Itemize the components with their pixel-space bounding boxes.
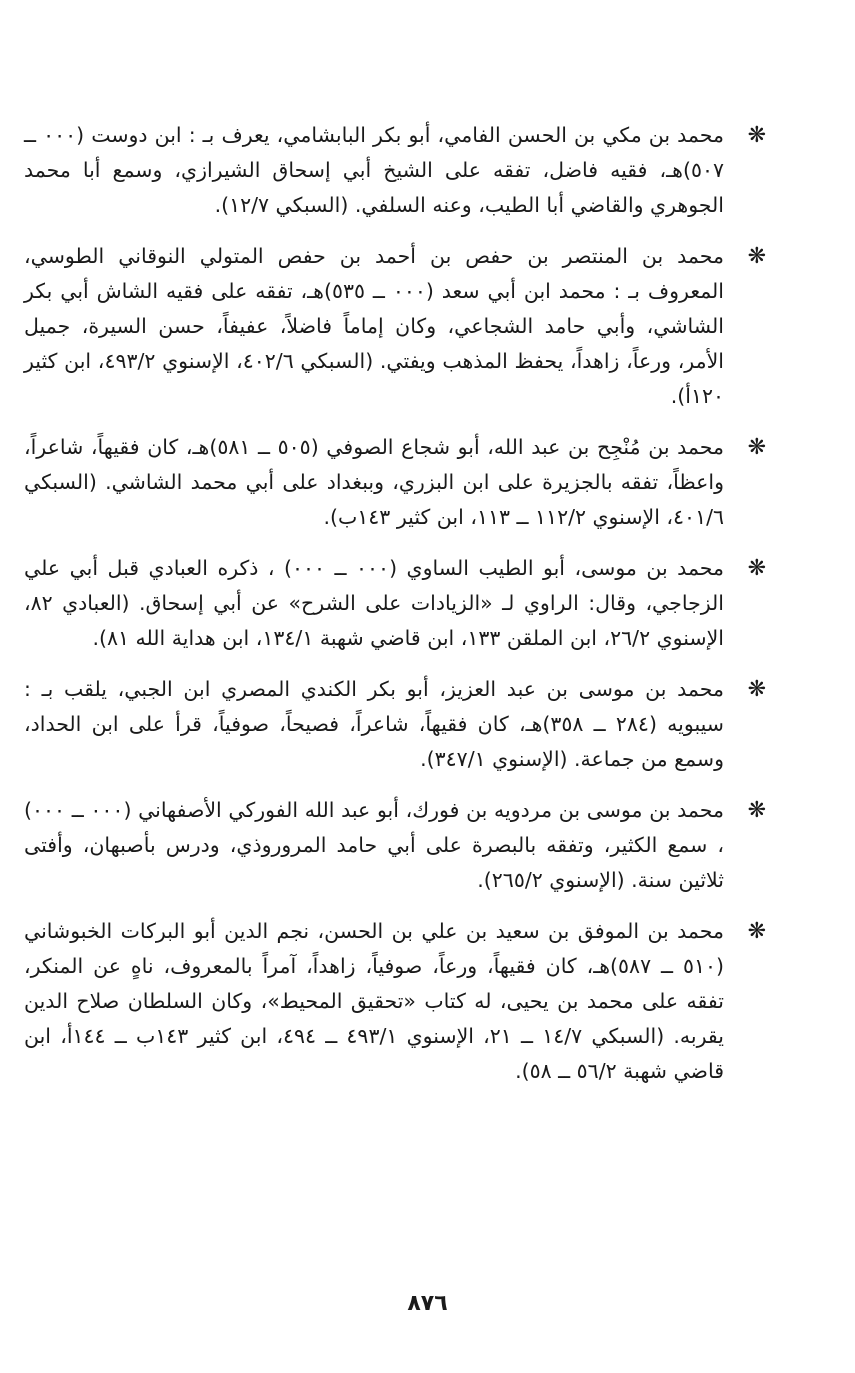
biography-entry-7 <box>24 914 766 1089</box>
entry-text: محمد بن الموفق بن سعيد بن علي بن الحسن، نجم الدين أبو البركات الخبوشاني (٥١٠ ــ ٥٨٧)هـ، كان فقيهاً، ورعاً، صوفياً، زاهداً، آمراً بالمعروف، ناهٍ عن المنكر، تفقه على محمد بن يحيى، له كتاب «تحقيق المحيط»، وكان السلطان صلاح الدين يقربه. (السبكي ١٤/٧ ــ ٢١، الإسنوي ٤٩٣/١ ــ ٤٩٤، ابن كثير ١٤٣ب ــ ١٤٤أ، ابن قاضي شهبة ٥٦/٢ ــ ٥٨). <box>24 919 724 1083</box>
biography-entry-6 <box>24 793 766 898</box>
biography-entry-3 <box>24 430 766 535</box>
asterisk-icon: ❋ <box>747 919 766 944</box>
page-body <box>24 118 766 1105</box>
biography-entry-4 <box>24 551 766 656</box>
entry-text: محمد بن موسى، أبو الطيب الساوي (٠٠٠ ــ ٠٠٠) ، ذكره العبادي قبل أبي علي الزجاجي، وقال: الراوي لـ «الزيادات على الشرح» عن أبي إسحاق. (العبادي ٨٢، الإسنوي ٢٦/٢، ابن الملقن ١٣٣، ابن قاضي شهبة ١٣٤/١، ابن هداية الله ٨١). <box>24 556 725 650</box>
entry-text: محمد بن المنتصر بن حفص بن أحمد بن حفص المتولي النوقاني الطوسي، المعروف بـ : محمد ابن أبي سعد (٠٠٠ ــ ٥٣٥)هـ، تفقه على فقيه الشاش أبي بكر الشاشي، وأبي حامد الشجاعي، وكان إماماً فاضلاً، عفيفاً، حسن السيرة، جميل الأمر، ورعاً، زاهداً، يحفظ المذهب ويفتي. (السبكي ٤٠٢/٦، الإسنوي ٤٩٣/٢، ابن كثير ١٢٠أ). <box>24 244 724 408</box>
biography-entry-5 <box>24 672 766 777</box>
asterisk-icon: ❋ <box>747 556 766 581</box>
page-number: ٨٧٦ <box>407 1291 448 1316</box>
entry-text: محمد بن مكي بن الحسن الفامي، أبو بكر البابشامي، يعرف بـ : ابن دوست (٠٠٠ ــ ٥٠٧)هـ، فقيه فاضل، تفقه على الشيخ أبي إسحاق الشيرازي، وسمع أبا محمد الجوهري والقاضي أبا الطيب، وعنه السلفي. (السبكي ١٢/٧). <box>24 123 724 217</box>
asterisk-icon: ❋ <box>747 677 766 702</box>
asterisk-icon: ❋ <box>747 123 766 148</box>
entry-text: محمد بن مُنْجِح بن عبد الله، أبو شجاع الصوفي (٥٠٥ ــ ٥٨١)هـ، كان فقيهاً، شاعراً، واعظاً، تفقه بالجزيرة على ابن البزري، وببغداد على أبي محمد الشاشي. (السبكي ٤٠١/٦، الإسنوي ١١٢/٢ ــ ١١٣، ابن كثير ١٤٣ب). <box>24 435 724 529</box>
asterisk-icon: ❋ <box>747 798 766 823</box>
biography-entry-2 <box>24 239 766 414</box>
entry-text: محمد بن موسى بن عبد العزيز، أبو بكر الكندي المصري ابن الجبي، يلقب بـ : سيبويه (٢٨٤ ــ ٣٥٨)هـ، كان فقيهاً، شاعراً، فصيحاً، صوفياً، قرأ على ابن الحداد، وسمع من جماعة. (الإسنوي ٣٤٧/١). <box>24 677 724 771</box>
entry-text: محمد بن موسى بن مردويه بن فورك، أبو عبد الله الفوركي الأصفهاني (٠٠٠ ــ ٠٠٠) ، سمع الكثير، وتفقه بالبصرة على أبي حامد المروروذي، ودرس بأصبهان، وأفتى ثلاثين سنة. (الإسنوي ٢٦٥/٢). <box>24 798 724 892</box>
asterisk-icon: ❋ <box>747 435 766 460</box>
biography-entry-1 <box>24 118 766 223</box>
asterisk-icon: ❋ <box>747 244 766 269</box>
